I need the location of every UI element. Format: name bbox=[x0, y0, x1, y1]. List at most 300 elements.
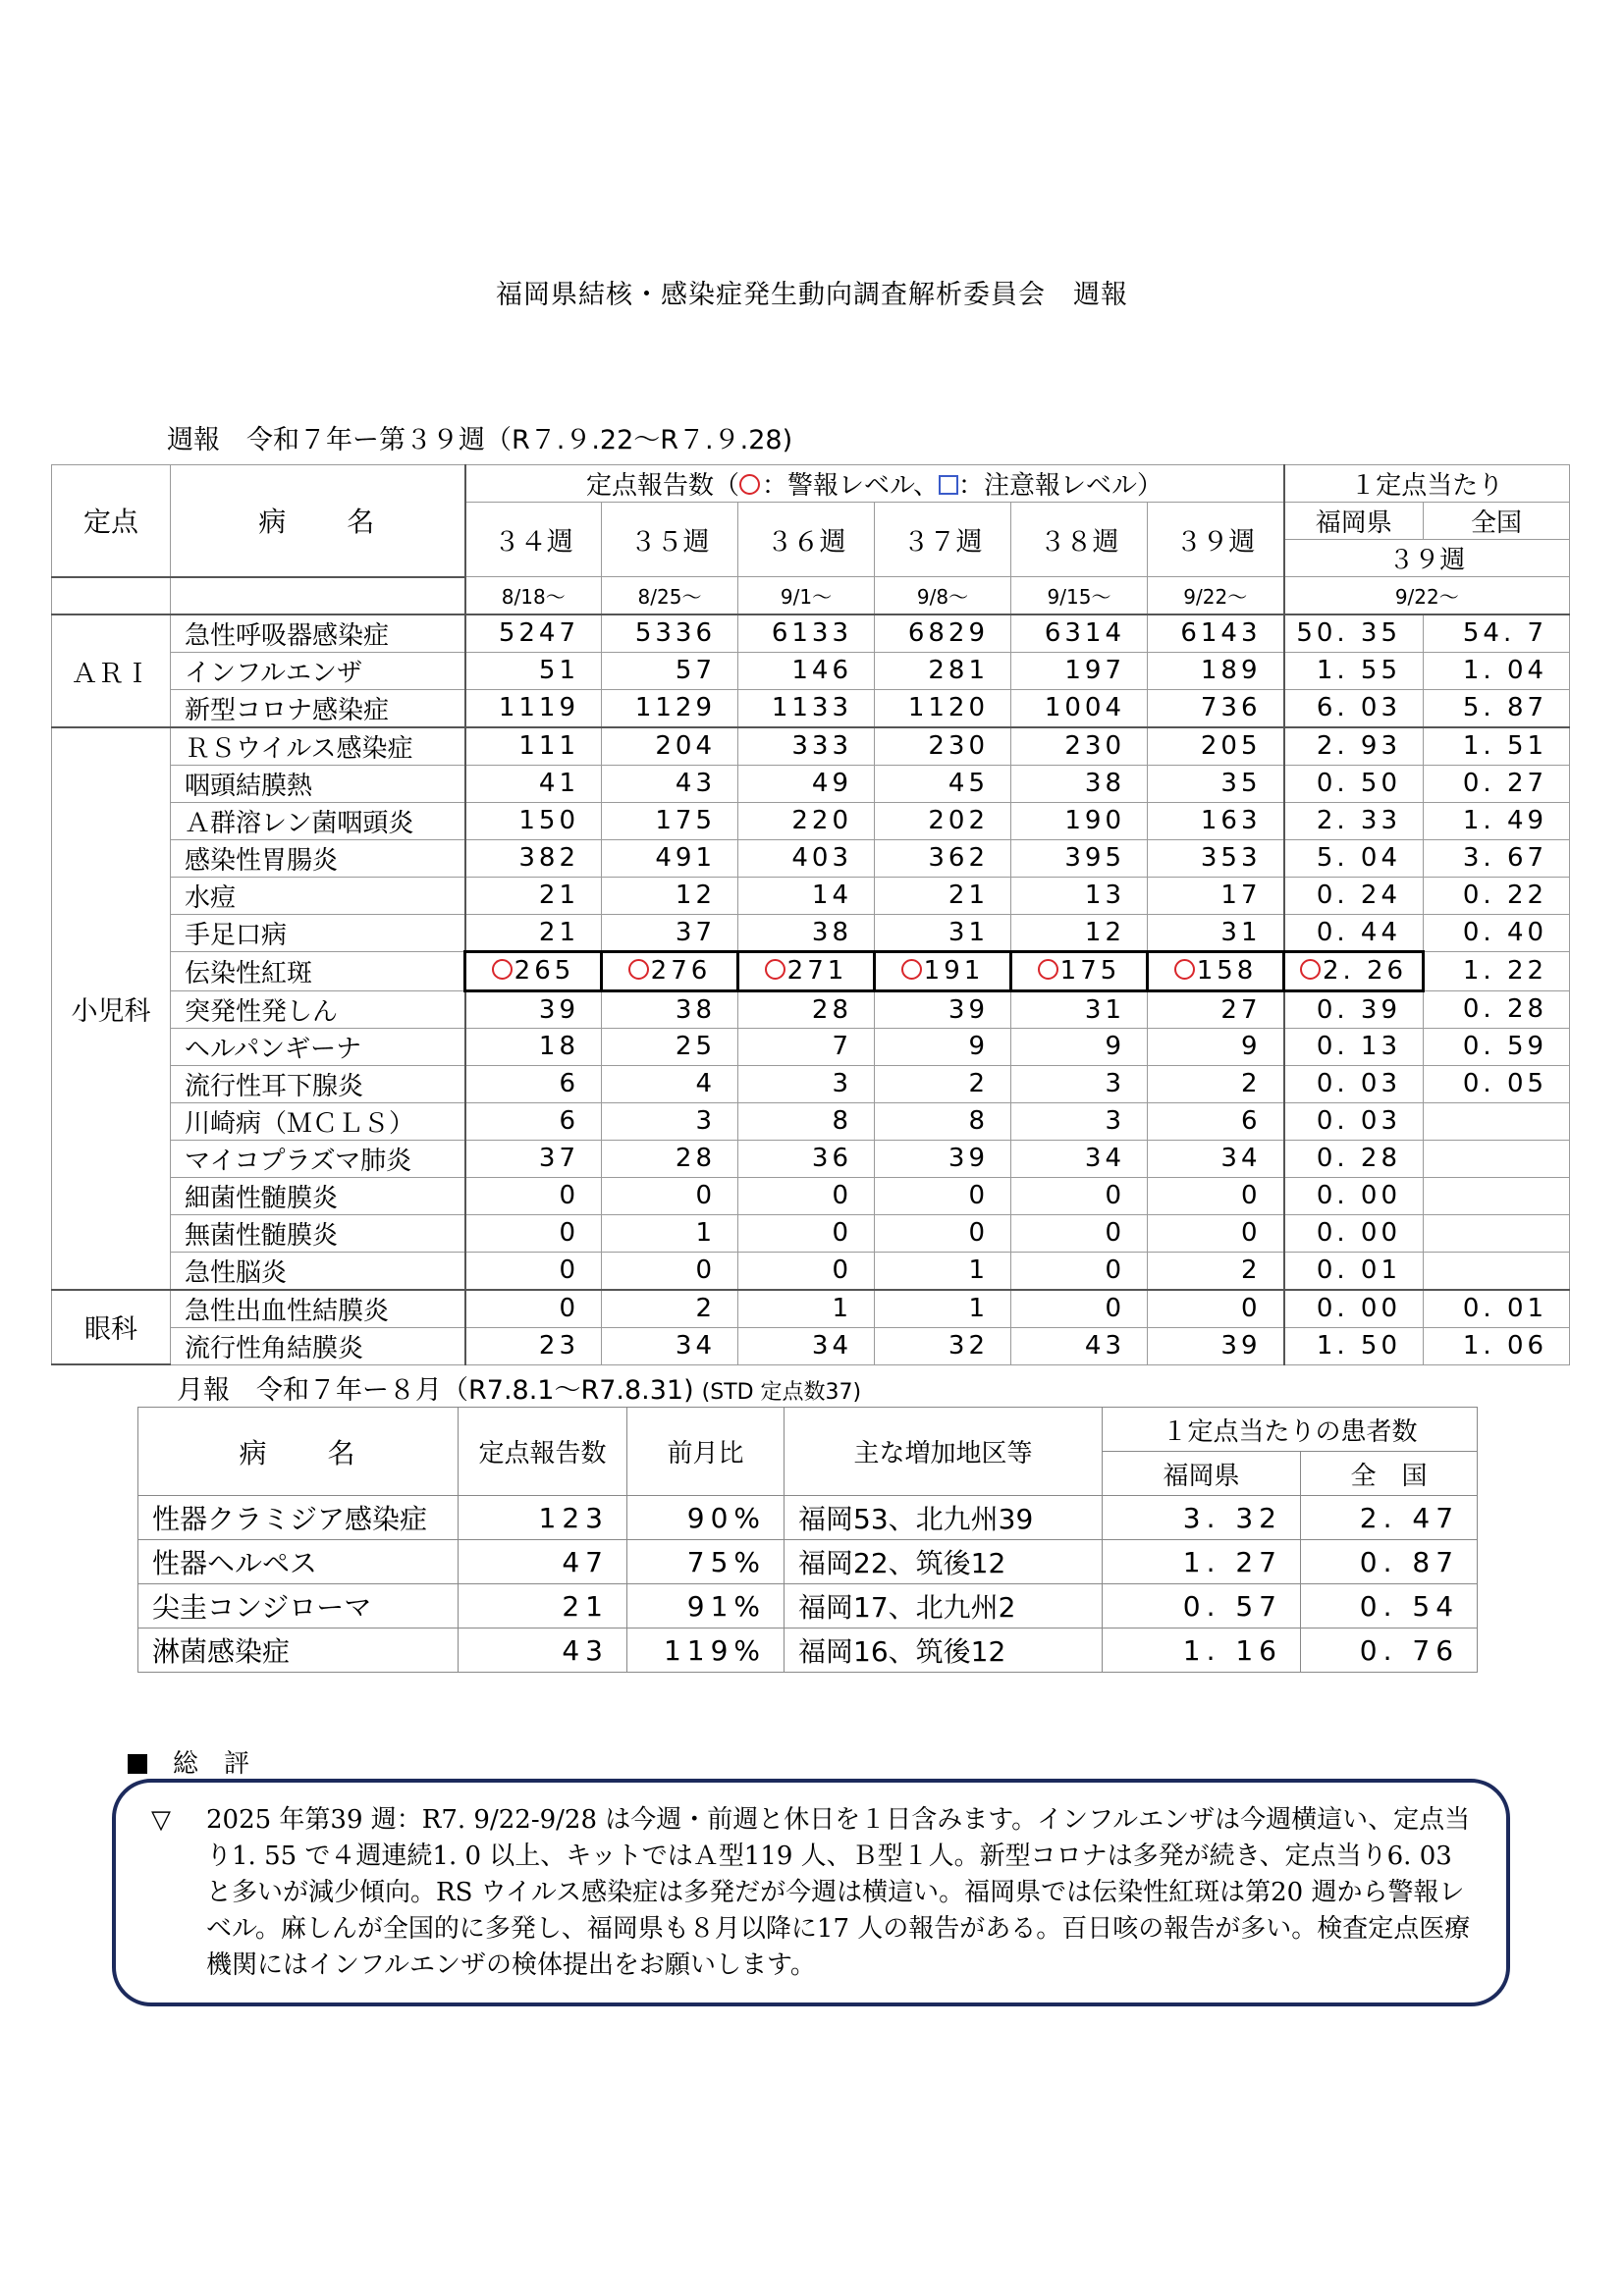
week-count bbox=[1148, 1290, 1284, 1328]
week-count-value: 0 bbox=[559, 1255, 579, 1285]
blank-cell bbox=[52, 577, 171, 614]
week-count-value: 6133 bbox=[771, 618, 852, 648]
week-count-value: 0 bbox=[1105, 1218, 1125, 1248]
week-count-value: 2 bbox=[968, 1069, 989, 1098]
week-count-value: 197 bbox=[1064, 656, 1125, 685]
alarm-circle-icon bbox=[1300, 959, 1321, 980]
week-count bbox=[1148, 914, 1284, 951]
week-count-value: 9 bbox=[1105, 1032, 1125, 1061]
fukuoka-rate bbox=[1284, 802, 1424, 839]
week-count bbox=[738, 727, 875, 766]
week-count bbox=[1148, 1065, 1284, 1102]
week-count bbox=[1148, 689, 1284, 727]
week-count-value: 3 bbox=[1105, 1106, 1125, 1136]
fukuoka-rate bbox=[1284, 765, 1424, 802]
m-count: 123 bbox=[459, 1496, 627, 1540]
week-count-value: 362 bbox=[928, 843, 989, 873]
week-count-value: 14 bbox=[811, 881, 852, 910]
week-count bbox=[875, 1177, 1011, 1214]
fukuoka-rate bbox=[1284, 727, 1424, 766]
fukuoka-rate bbox=[1284, 990, 1424, 1028]
week-count-value: 0 bbox=[1105, 1294, 1125, 1323]
m-disease-name: 淋菌感染症 bbox=[138, 1629, 459, 1673]
national-rate: 0. 01 bbox=[1424, 1290, 1570, 1328]
week-count bbox=[465, 614, 602, 653]
week-count-value: 1004 bbox=[1044, 693, 1125, 722]
week-count bbox=[602, 727, 738, 766]
table-row bbox=[52, 839, 1570, 877]
week-count bbox=[602, 1290, 738, 1328]
m-disease-name: 性器ヘルペス bbox=[138, 1540, 459, 1584]
week-count-value: 111 bbox=[518, 731, 579, 761]
week-count bbox=[465, 1214, 602, 1252]
week-count bbox=[1148, 652, 1284, 689]
alarm-label: ：警報レベル、 bbox=[762, 471, 939, 501]
m-area: 福岡22、筑後12 bbox=[785, 1540, 1103, 1584]
date-header: 9/8〜 bbox=[875, 577, 1011, 614]
col-header-week39: ３９週 bbox=[1284, 540, 1570, 577]
week-count-value: 333 bbox=[791, 731, 852, 761]
group-label-eye: 眼科 bbox=[52, 1290, 171, 1365]
monthly-heading-text: 月報 令和７年ー８月（R7.8.1〜R7.8.31) bbox=[177, 1375, 694, 1406]
black-square-icon bbox=[128, 1754, 147, 1774]
national-rate: 1. 51 bbox=[1424, 727, 1570, 766]
national-rate: 0. 05 bbox=[1424, 1065, 1570, 1102]
table-row bbox=[52, 1290, 1570, 1328]
fukuoka-rate-value: 0. 28 bbox=[1316, 1144, 1402, 1173]
week-count bbox=[465, 1290, 602, 1328]
table-row bbox=[52, 727, 1570, 766]
fukuoka-rate-value: 2. 33 bbox=[1316, 806, 1402, 835]
table-row bbox=[52, 1065, 1570, 1102]
week-count bbox=[465, 951, 602, 990]
week-count-value: 191 bbox=[923, 956, 985, 986]
col-header-report-count bbox=[465, 465, 1284, 503]
date-header: 8/18〜 bbox=[465, 577, 602, 614]
col-header-byomei: 病 名 bbox=[171, 465, 465, 577]
table-row bbox=[52, 877, 1570, 914]
week-count bbox=[465, 877, 602, 914]
week-count-value: 12 bbox=[675, 881, 716, 910]
week-count-value: 21 bbox=[538, 917, 579, 947]
week-count bbox=[1011, 1252, 1148, 1290]
national-rate: 5. 87 bbox=[1424, 689, 1570, 727]
fukuoka-rate-value: 0. 00 bbox=[1316, 1181, 1402, 1210]
week-count bbox=[1011, 951, 1148, 990]
week-count bbox=[875, 802, 1011, 839]
week-count-value: 0 bbox=[832, 1218, 852, 1248]
m-area: 福岡17、北九州2 bbox=[785, 1584, 1103, 1629]
week-count bbox=[875, 1252, 1011, 1290]
week-count bbox=[465, 1028, 602, 1065]
week-count bbox=[602, 990, 738, 1028]
week-header: ３６週 bbox=[738, 503, 875, 577]
fukuoka-rate-value: 0. 13 bbox=[1316, 1032, 1402, 1061]
week-count bbox=[1148, 727, 1284, 766]
fukuoka-rate-value: 2. 26 bbox=[1322, 956, 1408, 986]
week-count-value: 491 bbox=[655, 843, 716, 873]
date-header: 9/15〜 bbox=[1011, 577, 1148, 614]
table-row bbox=[138, 1629, 1478, 1673]
week-count bbox=[738, 689, 875, 727]
week-count-value: 38 bbox=[1084, 769, 1125, 798]
fukuoka-rate bbox=[1284, 1327, 1424, 1364]
week-count bbox=[465, 1065, 602, 1102]
week-count bbox=[875, 1327, 1011, 1364]
week-count bbox=[1011, 1290, 1148, 1328]
week-count bbox=[1011, 1140, 1148, 1177]
week-count-value: 36 bbox=[811, 1144, 852, 1173]
week-count bbox=[738, 839, 875, 877]
week-count bbox=[1148, 877, 1284, 914]
week-count bbox=[1011, 1214, 1148, 1252]
week-count-value: 220 bbox=[791, 806, 852, 835]
week-count-value: 1 bbox=[968, 1255, 989, 1285]
week-count bbox=[465, 1327, 602, 1364]
col-header-fukuoka: 福岡県 bbox=[1284, 503, 1424, 540]
weekly-heading: 週報 令和７年ー第３９週（R７.９.22〜R７.９.28) bbox=[167, 425, 793, 455]
week-count-value: 18 bbox=[538, 1032, 579, 1061]
m-count: 21 bbox=[459, 1584, 627, 1629]
national-rate bbox=[1424, 1177, 1570, 1214]
table-row bbox=[52, 1102, 1570, 1140]
disease-name: Ａ群溶レン菌咽頭炎 bbox=[171, 802, 465, 839]
table-row bbox=[52, 652, 1570, 689]
week-count-value: 736 bbox=[1200, 693, 1262, 722]
week-count bbox=[738, 1140, 875, 1177]
week-count-value: 0 bbox=[559, 1218, 579, 1248]
week-count bbox=[1148, 802, 1284, 839]
week-count-value: 150 bbox=[518, 806, 579, 835]
fukuoka-rate-value: 0. 44 bbox=[1316, 917, 1402, 947]
week-count bbox=[738, 1252, 875, 1290]
week-count bbox=[602, 765, 738, 802]
week-count-value: 265 bbox=[514, 956, 575, 986]
fukuoka-rate bbox=[1284, 1028, 1424, 1065]
week-count bbox=[602, 1028, 738, 1065]
week-count-value: 39 bbox=[947, 1144, 989, 1173]
table-row bbox=[52, 1028, 1570, 1065]
week-count-value: 6 bbox=[1240, 1106, 1262, 1136]
week-count-value: 1133 bbox=[771, 693, 852, 722]
m-col-header-ratio: 前月比 bbox=[627, 1408, 785, 1496]
week-count-value: 0 bbox=[968, 1218, 989, 1248]
table-row bbox=[52, 1327, 1570, 1364]
week-count-value: 0 bbox=[1105, 1255, 1125, 1285]
week-count-value: 39 bbox=[947, 994, 989, 1025]
week-count bbox=[875, 727, 1011, 766]
week-count bbox=[738, 652, 875, 689]
disease-name: 急性脳炎 bbox=[171, 1252, 465, 1290]
week-count-value: 3 bbox=[832, 1069, 852, 1098]
week-count-value: 38 bbox=[811, 917, 852, 947]
week-count-value: 0 bbox=[559, 1294, 579, 1323]
week-count-value: 39 bbox=[538, 994, 579, 1025]
week-count bbox=[875, 990, 1011, 1028]
summary-heading bbox=[128, 1743, 249, 1780]
week-count-value: 9 bbox=[1240, 1032, 1262, 1061]
week-count-value: 2 bbox=[1240, 1255, 1262, 1285]
m-col-header-byomei: 病 名 bbox=[138, 1408, 459, 1496]
m-col-header-fukuoka: 福岡県 bbox=[1103, 1452, 1301, 1496]
week-count bbox=[1011, 802, 1148, 839]
week-count bbox=[875, 1140, 1011, 1177]
week-count bbox=[875, 1102, 1011, 1140]
week-count-value: 1119 bbox=[498, 693, 579, 722]
week-count-value: 8 bbox=[968, 1106, 989, 1136]
fukuoka-rate-value: 0. 00 bbox=[1316, 1218, 1402, 1248]
fukuoka-rate-value: 2. 93 bbox=[1316, 731, 1402, 761]
week-header: ３９週 bbox=[1148, 503, 1284, 577]
m-ratio: 119% bbox=[627, 1629, 785, 1673]
week-count-value: 0 bbox=[1240, 1218, 1262, 1248]
fukuoka-rate-value: 0. 50 bbox=[1316, 769, 1402, 798]
national-rate bbox=[1424, 1102, 1570, 1140]
alarm-circle-icon bbox=[765, 959, 785, 980]
week-count bbox=[1011, 1065, 1148, 1102]
week-count bbox=[602, 802, 738, 839]
week-count bbox=[602, 1140, 738, 1177]
week-count-value: 163 bbox=[1200, 806, 1262, 835]
week-count-value: 34 bbox=[811, 1331, 852, 1361]
week-count-value: 12 bbox=[1084, 917, 1125, 947]
m-ratio: 75% bbox=[627, 1540, 785, 1584]
week-count bbox=[465, 1252, 602, 1290]
alarm-circle-icon bbox=[628, 959, 649, 980]
week-count-value: 0 bbox=[832, 1255, 852, 1285]
week-count bbox=[465, 1177, 602, 1214]
national-rate: 0. 27 bbox=[1424, 765, 1570, 802]
fukuoka-rate bbox=[1284, 1290, 1424, 1328]
national-rate bbox=[1424, 1214, 1570, 1252]
week-header: ３８週 bbox=[1011, 503, 1148, 577]
table-row bbox=[138, 1584, 1478, 1629]
week-count bbox=[875, 652, 1011, 689]
week-count-value: 23 bbox=[538, 1331, 579, 1361]
week-count-value: 202 bbox=[928, 806, 989, 835]
blank-cell bbox=[171, 577, 465, 614]
national-rate: 0. 22 bbox=[1424, 877, 1570, 914]
week-count bbox=[738, 990, 875, 1028]
week-count bbox=[1148, 990, 1284, 1028]
m-national: 2. 47 bbox=[1301, 1496, 1478, 1540]
week-count-value: 28 bbox=[675, 1144, 716, 1173]
week-count bbox=[875, 689, 1011, 727]
week-count-value: 1 bbox=[695, 1218, 716, 1248]
fukuoka-rate-value: 6. 03 bbox=[1316, 693, 1402, 722]
table-row bbox=[52, 765, 1570, 802]
week-count bbox=[1011, 1028, 1148, 1065]
week-count-value: 6829 bbox=[907, 618, 989, 648]
m-count: 43 bbox=[459, 1629, 627, 1673]
table-row bbox=[138, 1496, 1478, 1540]
week-count-value: 8 bbox=[832, 1106, 852, 1136]
fukuoka-rate bbox=[1284, 614, 1424, 653]
triangle-marker-icon: ▽ bbox=[151, 1805, 171, 1835]
week-count-value: 6314 bbox=[1044, 618, 1125, 648]
national-rate: 0. 28 bbox=[1424, 990, 1570, 1028]
week-count bbox=[1011, 727, 1148, 766]
week-count bbox=[465, 802, 602, 839]
week-count-value: 230 bbox=[1064, 731, 1125, 761]
page-title: 福岡県結核・感染症発生動向調査解析委員会 週報 bbox=[496, 280, 1128, 310]
fukuoka-rate-value: 0. 03 bbox=[1316, 1069, 1402, 1098]
group-label-ari: ＡＲＩ bbox=[52, 614, 171, 727]
monthly-table bbox=[137, 1407, 1478, 1673]
disease-name: 新型コロナ感染症 bbox=[171, 689, 465, 727]
disease-name: 細菌性髄膜炎 bbox=[171, 1177, 465, 1214]
week-count bbox=[602, 839, 738, 877]
week-count bbox=[602, 1327, 738, 1364]
alarm-circle-icon bbox=[492, 959, 513, 980]
m-col-header-national: 全 国 bbox=[1301, 1452, 1478, 1496]
week-count bbox=[1011, 839, 1148, 877]
national-rate: 1. 49 bbox=[1424, 802, 1570, 839]
alarm-circle-icon bbox=[739, 474, 760, 495]
table-row bbox=[52, 990, 1570, 1028]
fukuoka-rate-value: 0. 00 bbox=[1316, 1294, 1402, 1323]
week-count-value: 7 bbox=[832, 1032, 852, 1061]
week-count bbox=[738, 765, 875, 802]
fukuoka-rate bbox=[1284, 1102, 1424, 1140]
m-area: 福岡53、北九州39 bbox=[785, 1496, 1103, 1540]
col-header-national: 全国 bbox=[1424, 503, 1570, 540]
group-label-pediatric: 小児科 bbox=[52, 727, 171, 1290]
m-col-header-count: 定点報告数 bbox=[459, 1408, 627, 1496]
week-count-value: 5336 bbox=[634, 618, 716, 648]
table-row bbox=[52, 951, 1570, 990]
disease-name: 伝染性紅斑 bbox=[171, 951, 465, 990]
caution-square-icon bbox=[939, 475, 958, 495]
week-count bbox=[1011, 765, 1148, 802]
week-count bbox=[602, 689, 738, 727]
week-count-value: 175 bbox=[1059, 956, 1121, 986]
national-rate: 0. 59 bbox=[1424, 1028, 1570, 1065]
week-count-value: 1 bbox=[968, 1294, 989, 1323]
m-fukuoka: 0. 57 bbox=[1103, 1584, 1301, 1629]
week-count-value: 51 bbox=[538, 656, 579, 685]
week-count bbox=[738, 1327, 875, 1364]
week-count-value: 4 bbox=[695, 1069, 716, 1098]
m-national: 0. 87 bbox=[1301, 1540, 1478, 1584]
week-header: ３５週 bbox=[602, 503, 738, 577]
summary-body: 2025 年第39 週：R7. 9/22-9/28 は今週・前週と休日を１日含みます。インフルエンザは今週横這い、定点当り1. 55 で４週連続1. 0 以上、キットではＡ型119 人、Ｂ型１人。新型コロナは多発が続き、定点当り6. 03と多いが減少傾向。RS ウイルス感染症は多発だが今週は横這い。福岡県では伝染性紅斑は第20 週から警報レベル。麻しんが全国的に多発し、福岡県も８月以降に17 人の報告がある。百日咳の報告が多い。検査定点医療機関にはインフルエンザの検体提出をお願いします。 bbox=[206, 1805, 1471, 1980]
week-count-value: 6143 bbox=[1180, 618, 1262, 648]
table-row bbox=[52, 802, 1570, 839]
week-count-value: 13 bbox=[1084, 881, 1125, 910]
table-row bbox=[138, 1540, 1478, 1584]
date-header: 9/22〜 bbox=[1148, 577, 1284, 614]
week-count bbox=[465, 727, 602, 766]
week-count-value: 27 bbox=[1220, 994, 1262, 1025]
disease-name: 急性出血性結膜炎 bbox=[171, 1290, 465, 1328]
week-count bbox=[875, 1065, 1011, 1102]
fukuoka-rate bbox=[1284, 839, 1424, 877]
caution-label: ：注意報レベル） bbox=[957, 471, 1163, 501]
m-area: 福岡16、筑後12 bbox=[785, 1629, 1103, 1673]
week-count bbox=[465, 1140, 602, 1177]
fukuoka-rate bbox=[1284, 1065, 1424, 1102]
weekly-table bbox=[51, 464, 1570, 1365]
table-row bbox=[52, 1177, 1570, 1214]
fukuoka-rate-value: 5. 04 bbox=[1316, 843, 1402, 873]
week-count-value: 49 bbox=[811, 769, 852, 798]
week-count-value: 45 bbox=[947, 769, 989, 798]
week-count-value: 43 bbox=[1084, 1331, 1125, 1361]
week-count bbox=[1148, 951, 1284, 990]
week-count bbox=[465, 990, 602, 1028]
fukuoka-rate-value: 0. 01 bbox=[1316, 1255, 1402, 1285]
week-count-value: 0 bbox=[968, 1181, 989, 1210]
week-count bbox=[1148, 765, 1284, 802]
week-count bbox=[1011, 1177, 1148, 1214]
national-rate: 1. 06 bbox=[1424, 1327, 1570, 1364]
week-count-value: 382 bbox=[518, 843, 579, 873]
week-count-value: 0 bbox=[559, 1181, 579, 1210]
week-count-value: 34 bbox=[1220, 1144, 1262, 1173]
week-count bbox=[1011, 614, 1148, 653]
week-count bbox=[1011, 689, 1148, 727]
week-count-value: 17 bbox=[1220, 881, 1262, 910]
disease-name: 咽頭結膜熱 bbox=[171, 765, 465, 802]
disease-name: 手足口病 bbox=[171, 914, 465, 951]
week-count bbox=[465, 1102, 602, 1140]
fukuoka-rate bbox=[1284, 1214, 1424, 1252]
week-count bbox=[602, 1214, 738, 1252]
week-count-value: 41 bbox=[538, 769, 579, 798]
week-count-value: 3 bbox=[1105, 1069, 1125, 1098]
week-count bbox=[1148, 1327, 1284, 1364]
week-count bbox=[602, 914, 738, 951]
week-count bbox=[738, 1290, 875, 1328]
table-row bbox=[52, 689, 1570, 727]
disease-name: 流行性耳下腺炎 bbox=[171, 1065, 465, 1102]
fukuoka-rate bbox=[1284, 951, 1424, 990]
week-count-value: 37 bbox=[538, 1144, 579, 1173]
week-count-value: 34 bbox=[675, 1331, 716, 1361]
week-count-value: 39 bbox=[1220, 1331, 1262, 1361]
summary-heading-text: 総 評 bbox=[173, 1749, 250, 1779]
date-header-per: 9/22〜 bbox=[1284, 577, 1570, 614]
week-count bbox=[875, 1214, 1011, 1252]
week-count bbox=[465, 689, 602, 727]
week-count bbox=[738, 951, 875, 990]
national-rate bbox=[1424, 1140, 1570, 1177]
week-count bbox=[738, 1214, 875, 1252]
week-count bbox=[1011, 877, 1148, 914]
week-count bbox=[875, 1290, 1011, 1328]
week-count bbox=[1148, 1177, 1284, 1214]
fukuoka-rate-value: 1. 50 bbox=[1316, 1331, 1402, 1361]
week-count-value: 3 bbox=[695, 1106, 716, 1136]
col-header-teiten: 定点 bbox=[52, 465, 171, 577]
m-ratio: 91% bbox=[627, 1584, 785, 1629]
m-ratio: 90% bbox=[627, 1496, 785, 1540]
disease-name: 流行性角結膜炎 bbox=[171, 1327, 465, 1364]
alarm-circle-icon bbox=[1038, 959, 1058, 980]
week-count-value: 0 bbox=[1240, 1181, 1262, 1210]
week-header: ３４週 bbox=[465, 503, 602, 577]
fukuoka-rate bbox=[1284, 1177, 1424, 1214]
week-count bbox=[602, 614, 738, 653]
week-count-value: 230 bbox=[928, 731, 989, 761]
week-count bbox=[875, 914, 1011, 951]
week-count bbox=[602, 652, 738, 689]
week-count-value: 175 bbox=[655, 806, 716, 835]
week-count-value: 1 bbox=[832, 1294, 852, 1323]
week-count-value: 6 bbox=[559, 1106, 579, 1136]
week-count bbox=[875, 951, 1011, 990]
